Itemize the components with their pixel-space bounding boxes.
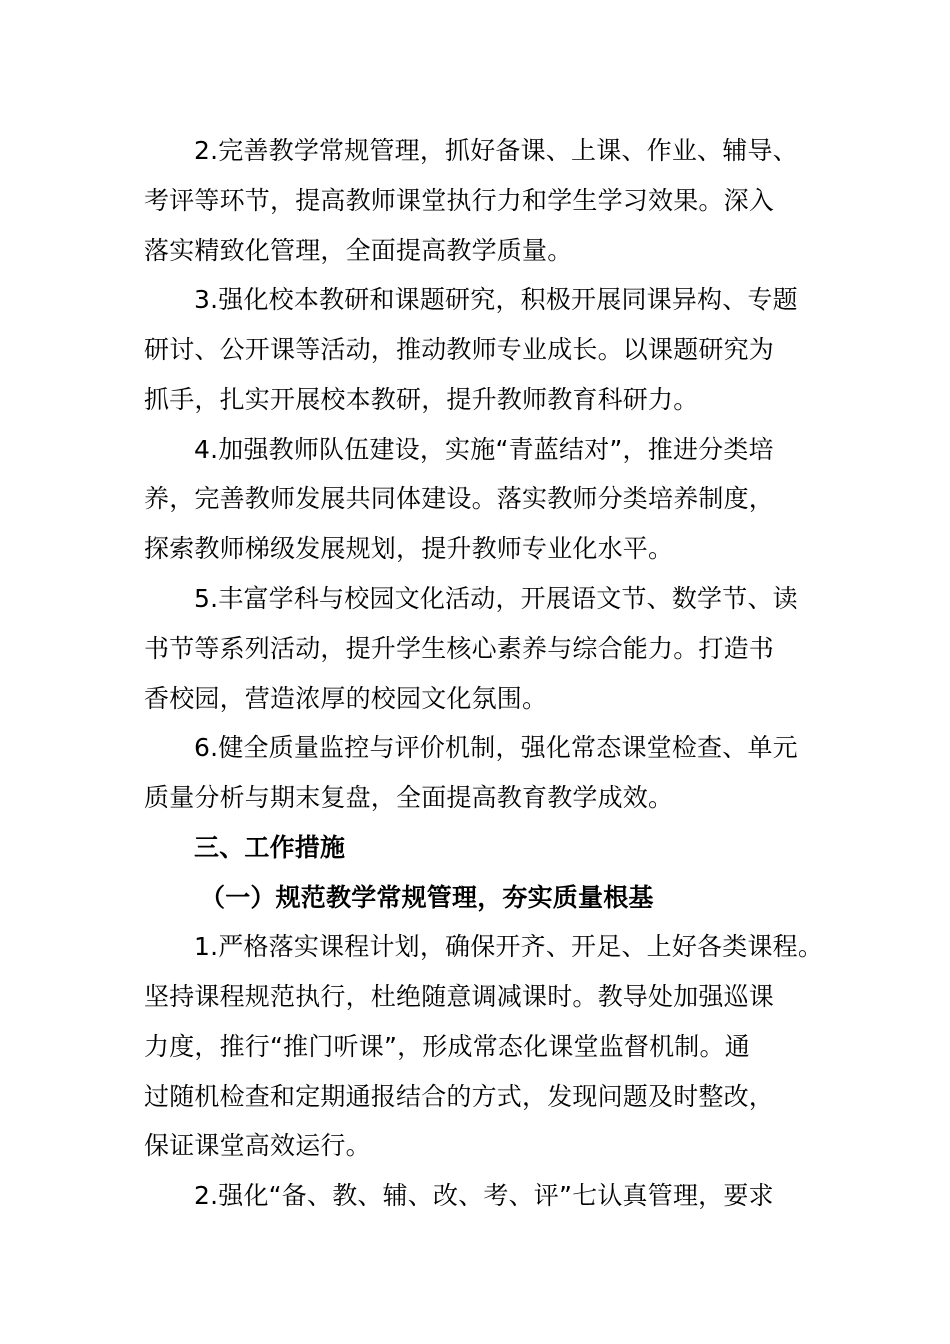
paragraph-6-line-1: 6.健全质量监控与评价机制，强化常态课堂检查、单元 — [194, 733, 798, 762]
section-heading: 三、工作措施 — [194, 833, 346, 862]
measure-1-line-3: 力度，推行“推门听课”，形成常态化课堂监督机制。通 — [144, 1032, 750, 1061]
paragraph-4-line-2: 养，完善教师发展共同体建设。落实教师分类培养制度， — [144, 484, 775, 513]
paragraph-5-line-1: 5.丰富学科与校园文化活动，开展语文节、数学节、读 — [194, 584, 798, 613]
paragraph-2-line-2: 考评等环节，提高教师课堂执行力和学生学习效果。深入 — [144, 186, 775, 215]
paragraph-5-line-2: 书节等系列活动，提升学生核心素养与综合能力。打造书 — [144, 634, 775, 663]
paragraph-4-line-3: 探索教师梯级发展规划，提升教师专业化水平。 — [144, 534, 674, 563]
paragraph-4-line-1: 4.加强教师队伍建设，实施“青蓝结对”，推进分类培 — [194, 435, 774, 464]
paragraph-6-line-2: 质量分析与期末复盘，全面提高教育教学成效。 — [144, 783, 674, 812]
paragraph-3-line-1: 3.强化校本教研和课题研究，积极开展同课异构、专题 — [194, 285, 798, 314]
measure-1-line-5: 保证课堂高效运行。 — [144, 1131, 371, 1160]
subsection-heading: （一）规范教学常规管理，夯实质量根基 — [200, 883, 654, 912]
paragraph-3-line-2: 研讨、公开课等活动，推动教师专业成长。以课题研究为 — [144, 335, 775, 364]
paragraph-5-line-3: 香校园，营造浓厚的校园文化氛围。 — [144, 684, 548, 713]
measure-2-line-1: 2.强化“备、教、辅、改、考、评”七认真管理，要求 — [194, 1181, 774, 1210]
paragraph-3-line-3: 抓手，扎实开展校本教研，提升教师教育科研力。 — [144, 385, 699, 414]
paragraph-2-line-3: 落实精致化管理，全面提高教学质量。 — [144, 236, 573, 265]
measure-1-line-2: 坚持课程规范执行，杜绝随意调减课时。教导处加强巡课 — [144, 982, 775, 1011]
measure-1-line-4: 过随机检查和定期通报结合的方式，发现问题及时整改， — [144, 1082, 775, 1111]
measure-1-line-1: 1.严格落实课程计划，确保开齐、开足、上好各类课程。 — [194, 932, 824, 961]
paragraph-2-line-1: 2.完善教学常规管理，抓好备课、上课、作业、辅导、 — [194, 136, 798, 165]
